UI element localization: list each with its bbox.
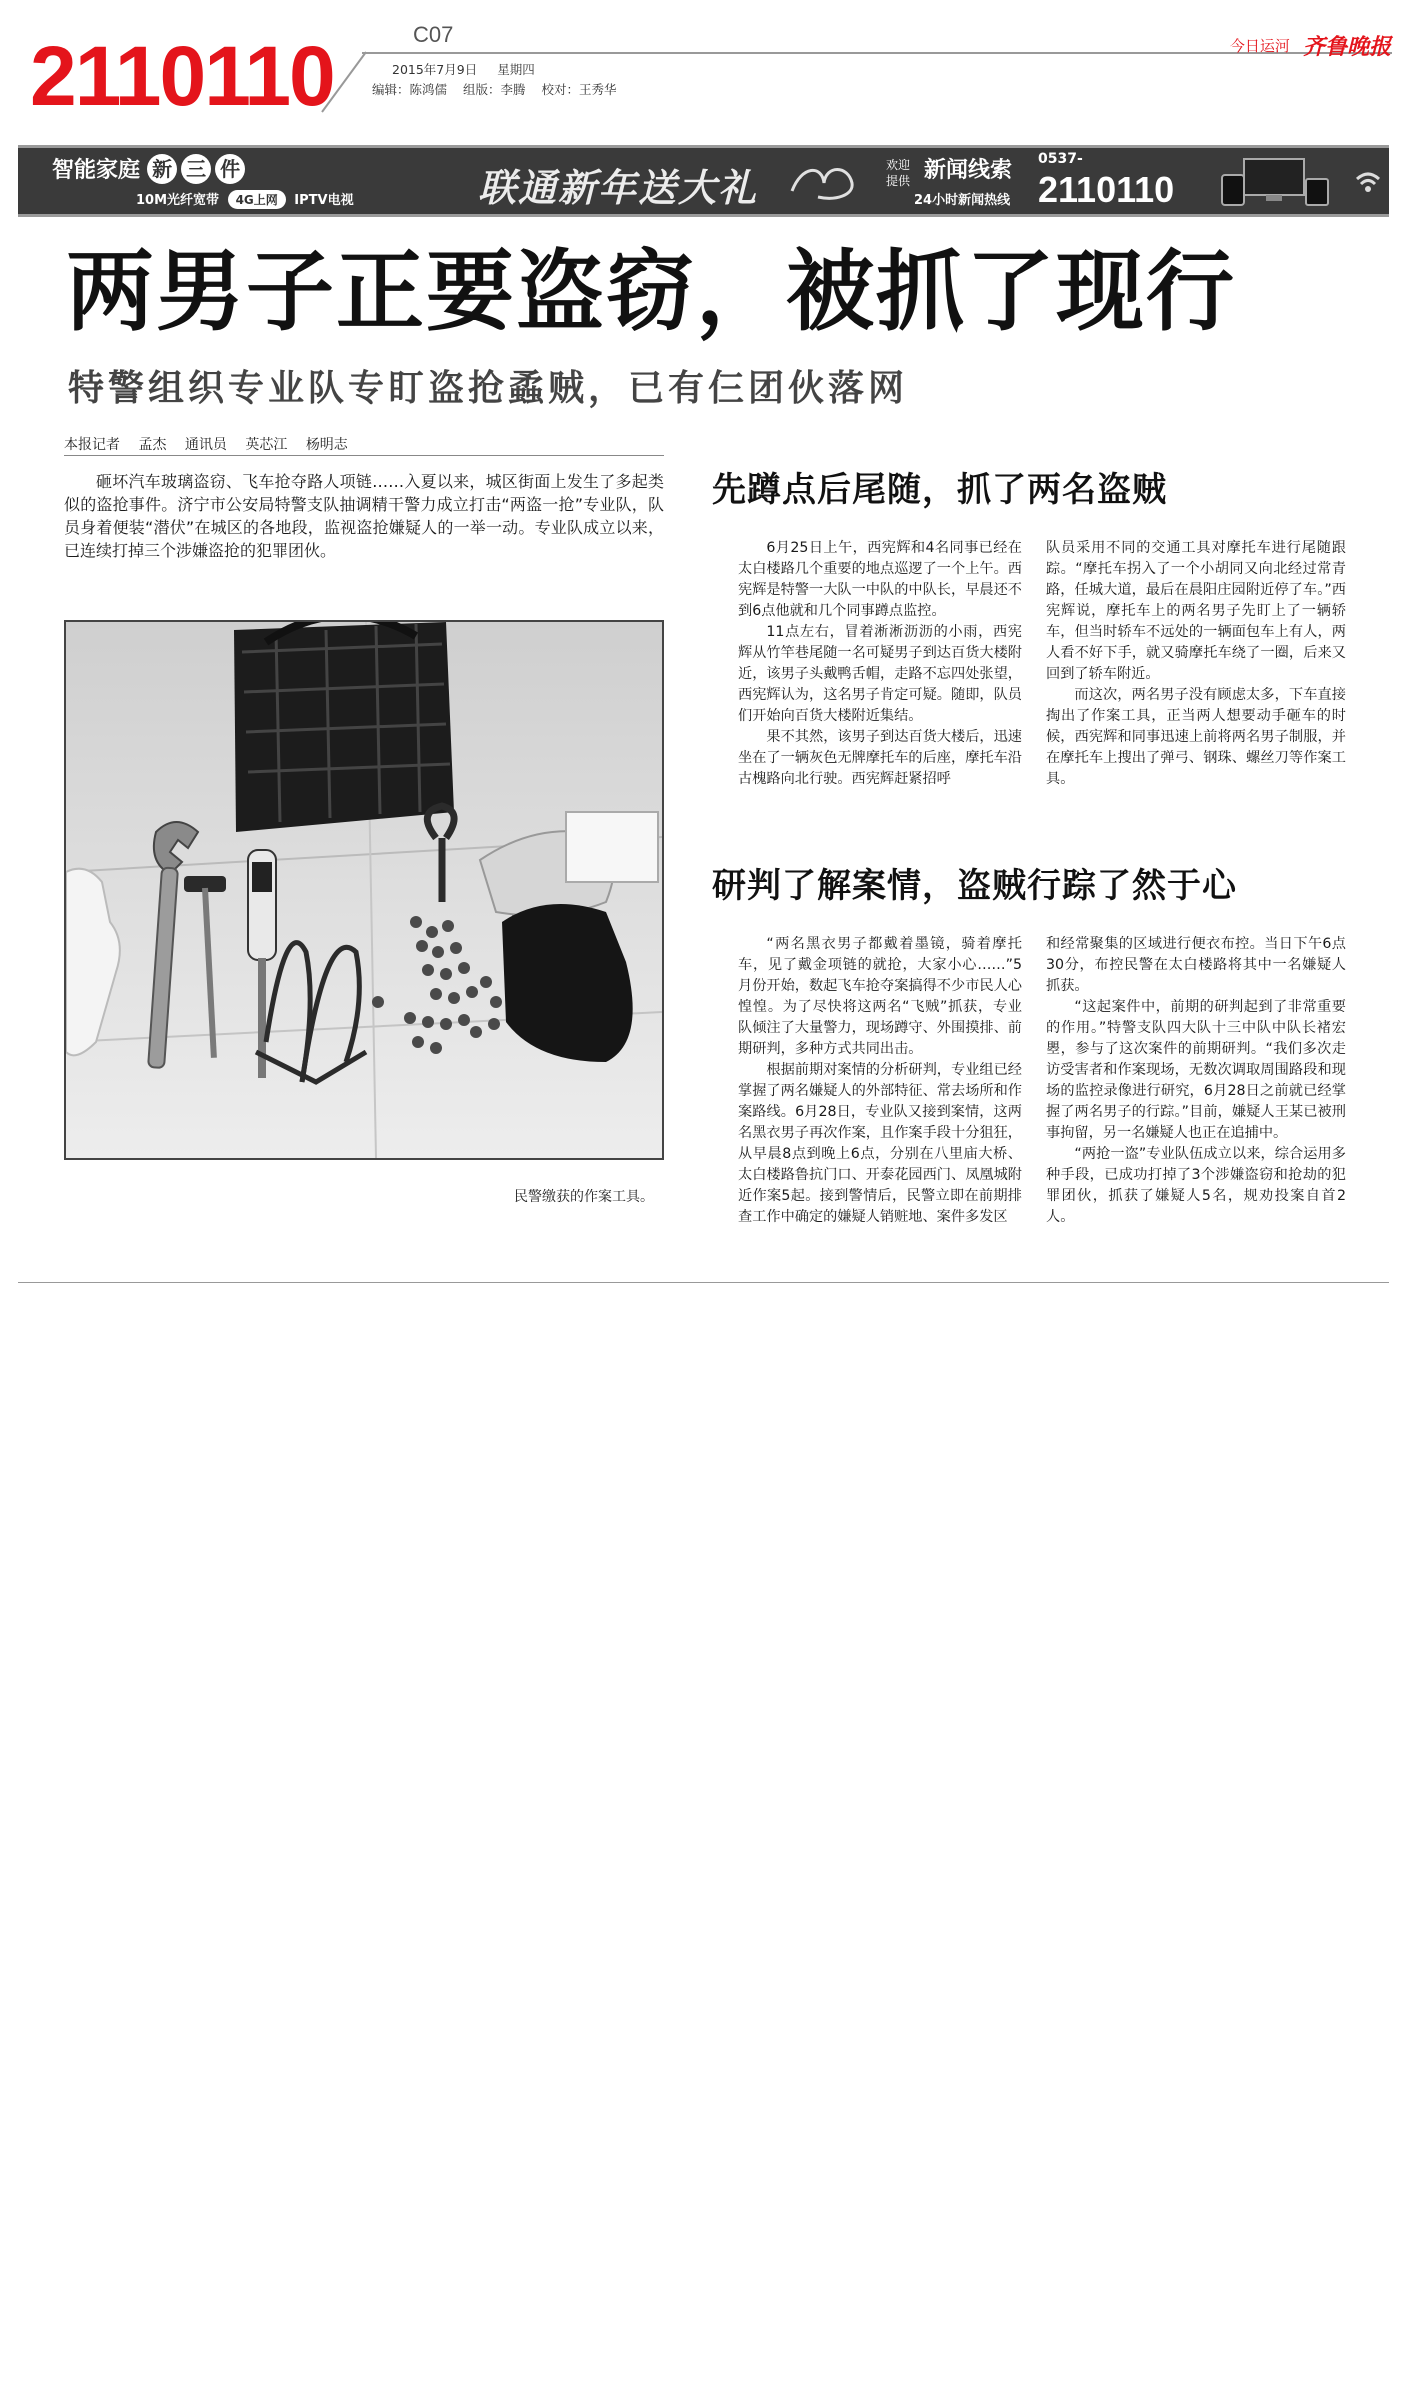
section-2-column-2 <box>1046 934 1346 1228</box>
article-headline: 两男子正要盗窃，被抓了现行 <box>66 240 1237 343</box>
paragraph: 队员采用不同的交通工具对摩托车进行尾随跟踪。“摩托车拐入了一个小胡同又向北经过常青路，任城大道，最后在晨阳庄园附近停了车。”西宪辉说，摩托车上的两名男子先盯上了一辆轿车，但当时轿车不远处的一辆面包车上有人，两人看不好下手，就又骑摩托车绕了一圈，后来又回到了轿车附近。 <box>1046 540 1346 682</box>
masthead-hotline-number: 2110110 <box>30 29 334 123</box>
ad-slogan: 联通新年送大礼 <box>478 165 759 210</box>
wifi-icon <box>1354 167 1382 195</box>
byline-correspondent-2: 杨明志 <box>305 437 348 453</box>
byline-correspondent-1: 英芯江 <box>245 437 288 453</box>
ad-home-label: 智能家庭 <box>52 158 141 183</box>
paragraph: “两名黑衣男子都戴着墨镜，骑着摩托车，见了戴金项链的就抢，大家小心……”5月份开始，数起飞车抢夺案搞得不少市民人心惶惶。为了尽快将这两名“飞贼”抓获，专业队倾注了大量警力，现场蹲守、外围摸排、前期研判，多种方式共同出击。 <box>738 936 1022 1057</box>
page-bottom-rule <box>18 1282 1389 1283</box>
paper-brand <box>1230 30 1391 61</box>
editor-credits <box>372 80 629 98</box>
ad-home-title <box>52 153 247 184</box>
ad-badge-three: 三 <box>181 154 211 184</box>
evidence-photo <box>64 620 664 1160</box>
paragraph: 而这次，两名男子没有顾虑太多，下车直接掏出了作案工具，正当两人想要动手砸车的时候，西宪辉和同事迅速上前将两名男子制服，并在摩托车上搜出了弹弓、钢珠、螺丝刀等作案工具。 <box>1046 687 1346 787</box>
masthead-rule-graphic <box>0 0 1409 130</box>
paragraph: “这起案件中，前期的研判起到了非常重要的作用。”特警支队四大队十三中队中队长褚宏瞾，参与了这次案件的前期研判。“我们多次走访受害者和作案现场，无数次调取周围路段和现场的监控录像进行研究，6月28日之前就已经掌握了两名男子的行踪。”目前，嫌疑人王某已被刑事拘留，另一名嫌疑人也正在追捕中。 <box>1046 999 1346 1141</box>
ad-item-4g: 4G上网 <box>228 190 286 209</box>
ad-devices-icon <box>1214 155 1334 209</box>
article-byline <box>64 434 362 454</box>
editor-credit: 编辑：陈鸿儒 <box>372 82 448 97</box>
ad-offer-items <box>136 189 354 209</box>
byline-correspondent-label: 通讯员 <box>184 437 227 453</box>
paragraph: 根据前期对案情的分析研判，专业组已经掌握了两名嫌疑人的外部特征、常去场所和作案路线。6月28日，专业队又接到案情，这两名黑衣男子再次作案，且作案手段十分狙狂，从早晨8点到晚上6点，分别在八里庙大桥、太白楼路鲁抗门口、开泰花园西门、凤凰城附近作案5起。接到警情后，民警立即在前期排查工作中确定的嫌疑人销赃地、案件多发区 <box>738 1062 1022 1225</box>
ad-badge-new: 新 <box>147 154 177 184</box>
article-subhead: 特警组织专业队专盯盗抢蟊贼，已有仨团伙落网 <box>68 368 909 409</box>
ad-heart-swirl-icon <box>788 161 858 203</box>
ad-badge-item: 件 <box>215 154 245 184</box>
proof-credit: 校对：王秀华 <box>541 82 617 97</box>
ad-welcome-text: 欢迎提供 <box>886 158 911 188</box>
paragraph: 果不其然，该男子到达百货大楼后，迅速坐在了一辆灰色无牌摩托车的后座，摩托车沿古槐路向北行驶。西宪辉赶紧招呼 <box>738 729 1022 787</box>
ad-item-broadband: 10M光纤宽带 <box>136 193 220 208</box>
page-number: C07 <box>413 22 454 47</box>
paragraph: 6月25日上午，西宪辉和4名同事已经在太白楼路几个重要的地点巡逻了一个上午。西宪辉是特警一大队一中队的中队长，早晨还不到6点他就和几个同事蹲点监控。 <box>738 540 1022 619</box>
evidence-tools-illustration <box>66 622 662 1158</box>
paragraph: 11点左右，冒着淅淅沥沥的小雨，西宪辉从竹竿巷尾随一名可疑男子到达百货大楼附近，该男子头戴鸭舌帽，走路不忘四处张望，西宪辉认为，这名男子肯定可疑。随即，队员们开始向百货大楼附近集结。 <box>738 624 1022 724</box>
paragraph: “两抢一盗”专业队伍成立以来，综合运用多种手段，已成功打掉了3个涉嫌盗窃和抢劫的犯罪团伙，抓获了嫌疑人5名，规劝投案自首2人。 <box>1046 1146 1346 1225</box>
issue-weekday: 星期四 <box>497 62 535 77</box>
ad-hotline-label: 24小时新闻热线 <box>914 193 1011 208</box>
section-2-column-1 <box>738 934 1022 1228</box>
layout-credit: 组版：李腾 <box>463 82 526 97</box>
advertisement-banner <box>18 145 1389 217</box>
ad-item-iptv: IPTV电视 <box>294 193 354 208</box>
section-2-title: 研判了解案情，盗贼行踪了然于心 <box>712 866 1237 906</box>
section-1-column-1 <box>738 538 1022 790</box>
black-bag-icon <box>234 622 454 832</box>
paper-name-logo: 齐鲁晚报 <box>1302 34 1391 60</box>
ad-hotline-number: 2110110 <box>1038 169 1175 210</box>
issue-date: 2015年7月9日 <box>392 62 478 77</box>
section-1-column-2 <box>1046 538 1346 790</box>
byline-divider <box>64 455 664 456</box>
ad-news-clue-title: 新闻线索 <box>924 158 1013 183</box>
section-tag: 今日运河 <box>1229 37 1290 55</box>
section-1-title: 先蹲点后尾随，抓了两名盗贼 <box>712 470 1167 510</box>
box-icon <box>566 812 658 882</box>
photo-caption: 民警缴获的作案工具。 <box>514 1189 654 1205</box>
paragraph: 和经常聚集的区域进行便衣布控。当日下午6点30分，布控民警在太白楼路将其中一名嫌疑人抓获。 <box>1046 936 1346 994</box>
byline-reporter-label: 本报记者 <box>64 437 120 453</box>
article-lead-paragraph: 砸坏汽车玻璃盗窃、飞车抢夺路人项链……入夏以来，城区街面上发生了多起类似的盗抢事件。济宁市公安局特警支队抽调精干警力成立打击“两盗一抢”专业队，队员身着便装“潜伏”在城区的各地段，监视盗抢嫌疑人的一举一动。专业队成立以来，已连续打掉三个涉嫌盗抢的犯罪团伙。 <box>64 472 664 560</box>
issue-date-line <box>392 60 551 78</box>
byline-reporter: 孟杰 <box>138 437 167 453</box>
ad-area-code: 0537- <box>1038 151 1083 167</box>
